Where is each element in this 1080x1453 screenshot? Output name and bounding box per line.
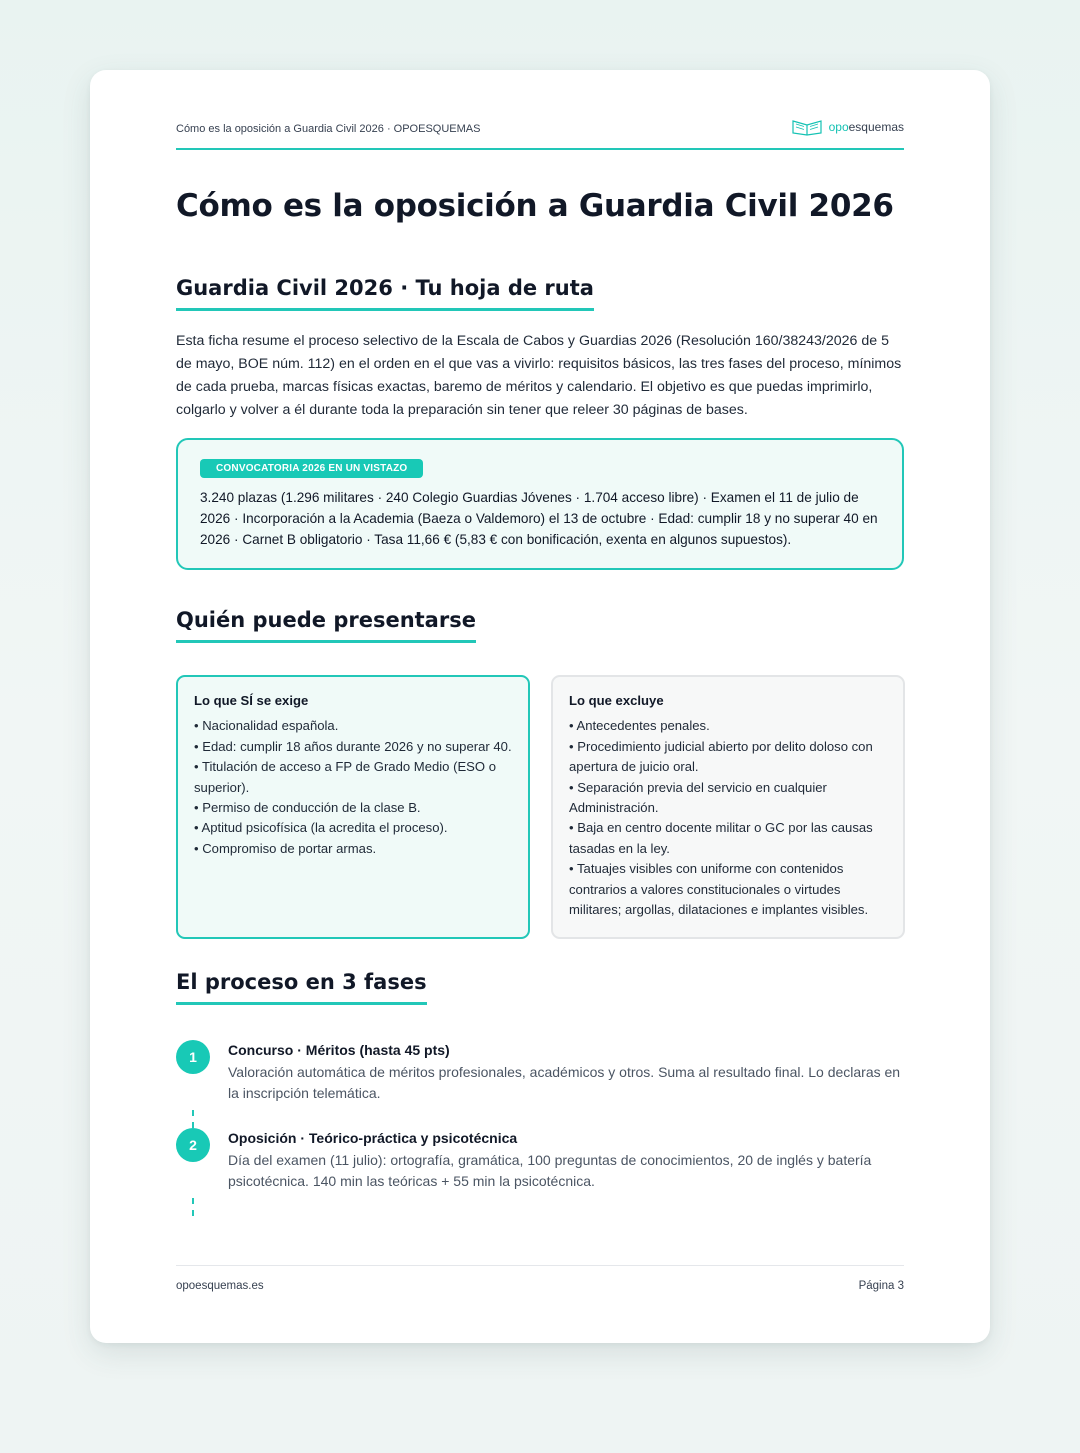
exclusion-item: • Tatuajes visibles con uniforme con contenidos contrarios a valores constitucionales o virtudes militares; argollas, dilataciones e implantes visibles. bbox=[569, 861, 869, 918]
requirement-item: • Edad: cumplir 18 años durante 2026 y no superar 40. bbox=[194, 738, 512, 754]
step-number-badge: 2 bbox=[176, 1128, 210, 1162]
timeline-connector bbox=[192, 1198, 194, 1216]
requirement-item: • Permiso de conducción de la clase B. bbox=[194, 800, 421, 816]
page-title: Cómo es la oposición a Guardia Civil 2026 bbox=[176, 188, 894, 224]
requirement-item: • Nacionalidad española. bbox=[194, 718, 339, 734]
requirement-item: • Aptitud psicofísica (la acredita el proceso). bbox=[194, 820, 448, 836]
page-header bbox=[176, 118, 904, 150]
exclusion-item: • Baja en centro docente militar o GC por las causas tasadas en la ley. bbox=[569, 820, 873, 856]
intro-paragraph: Esta ficha resume el proceso selectivo de la Escala de Cabos y Guardias 2026 (Resolución 160/38243/2026 de 5 de mayo, BOE núm. 112) en el orden en el que vas a vivirlo: requisitos básicos, las tres fases del proceso, mínimos de cada prueba, marcas físicas exactas, baremo de méritos y calendario. El objetivo es que puedas imprimirlo, colgarlo y volver a él durante toda la preparación sin tener que releer 30 páginas de bases. bbox=[176, 333, 902, 418]
section-heading-quien-puede: Quién puede presentarse bbox=[176, 608, 476, 643]
exclusions-card bbox=[551, 675, 905, 939]
summary-text: 3.240 plazas (1.296 militares · 240 Colegio Guardias Jóvenes · 1.704 acceso libre) · Examen el 11 de julio de 2026 · Incorporación a la Academia (Baeza o Valdemoro) el 13 de octubre · Edad: cumplir 18 y no superar 40 en 2026 · Carnet B obligatorio · Tasa 11,66 € (5,83 € con bonificación, exenta en algunos supuestos). bbox=[200, 490, 878, 547]
summary-callout bbox=[176, 438, 904, 570]
requirements-title: Lo que SÍ se exige bbox=[194, 693, 309, 708]
exclusion-item: • Procedimiento judicial abierto por delito doloso con apertura de juicio oral. bbox=[569, 738, 873, 775]
step-description: Día del examen (11 julio): ortografía, gramática, 100 preguntas de conocimientos, 20 de inglés y batería psicotécnica. 140 min las teóricas + 55 min la psicotécnica. bbox=[228, 1152, 872, 1189]
timeline-connector bbox=[192, 1110, 194, 1128]
requirement-item: • Compromiso de portar armas. bbox=[194, 840, 377, 856]
summary-badge: CONVOCATORIA 2026 EN UN VISTAZO bbox=[200, 459, 423, 478]
footer-page-number: Página 3 bbox=[858, 1280, 904, 1292]
step-title: Oposición · Teórico-práctica y psicotécnica bbox=[228, 1130, 518, 1146]
open-book-icon bbox=[791, 118, 823, 136]
logo-text-opo: opo bbox=[828, 120, 849, 134]
page-footer bbox=[176, 1265, 904, 1292]
step-description: Valoración automática de méritos profesionales, académicos y otros. Suma al resultado final. Lo declaras en la inscripción telemática. bbox=[228, 1064, 901, 1101]
exclusions-title: Lo que excluye bbox=[569, 693, 664, 708]
footer-site: opoesquemas.es bbox=[176, 1280, 264, 1292]
document-page bbox=[90, 70, 990, 1343]
exclusion-item: • Antecedentes penales. bbox=[569, 718, 710, 734]
brand-logo bbox=[791, 118, 904, 136]
exclusion-item: • Separación previa del servicio en cualquier Administración. bbox=[569, 779, 827, 816]
requirement-item: • Titulación de acceso a FP de Grado Medio (ESO o superior). bbox=[194, 759, 497, 795]
section-heading-proceso: El proceso en 3 fases bbox=[176, 970, 427, 1005]
step-number-badge: 1 bbox=[176, 1040, 210, 1074]
running-title: Cómo es la oposición a Guardia Civil 2026 · OPOESQUEMAS bbox=[176, 123, 481, 135]
section-heading-hoja-de-ruta: Guardia Civil 2026 · Tu hoja de ruta bbox=[176, 276, 594, 311]
step-title: Concurso · Méritos (hasta 45 pts) bbox=[228, 1042, 450, 1058]
logo-text-esquemas: esquemas bbox=[848, 120, 904, 134]
requirements-card bbox=[176, 675, 530, 939]
